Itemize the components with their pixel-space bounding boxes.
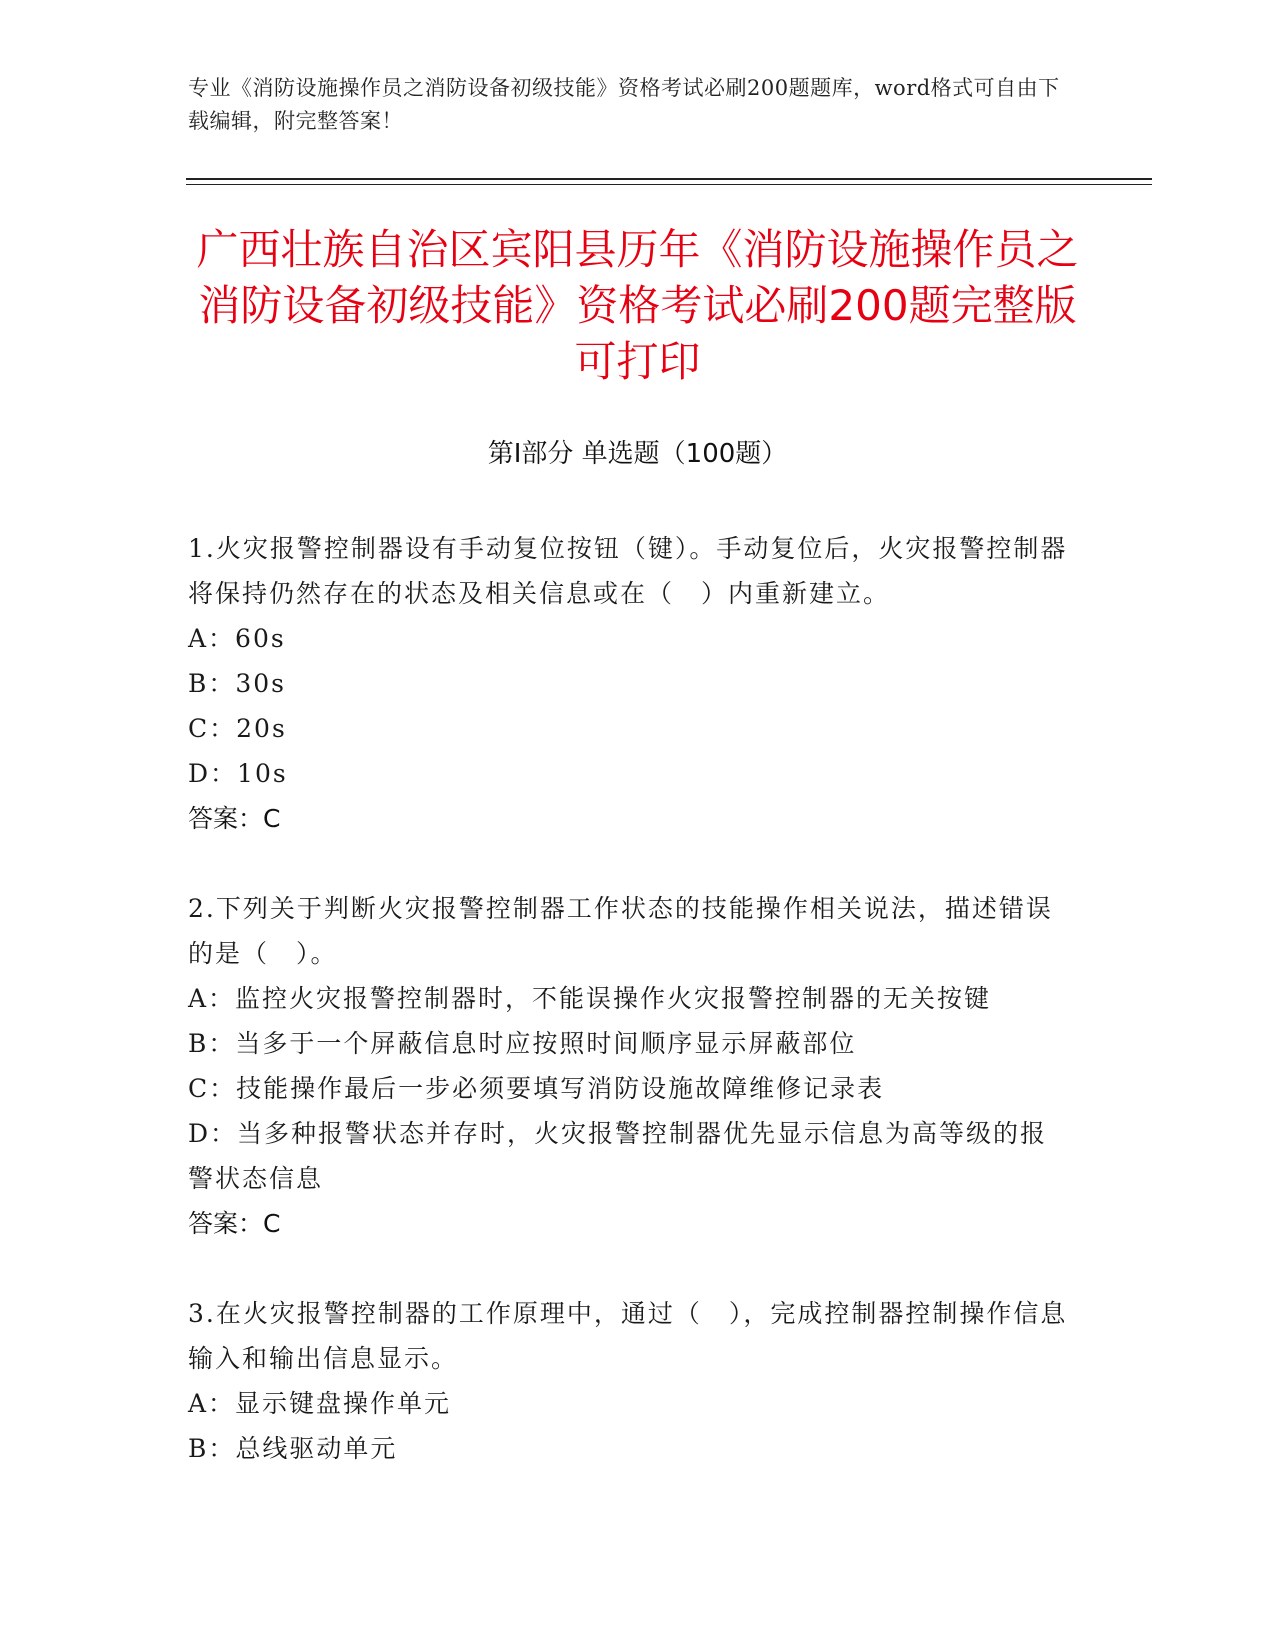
question-stem: 2.下列关于判断火灾报警控制器工作状态的技能操作相关说法，描述错误的是（ ）。	[188, 894, 1053, 968]
option-b: B：总线驱动单元	[188, 1434, 398, 1463]
question-2	[188, 886, 1068, 1246]
header-note: 专业《消防设施操作员之消防设备初级技能》资格考试必刷200题题库，word格式可自由下载编辑，附完整答案！	[188, 76, 1060, 133]
question-stem: 3.在火灾报警控制器的工作原理中，通过（ ），完成控制器控制操作信息输入和输出信息显示。	[188, 1299, 1068, 1373]
question-list	[188, 526, 1068, 1516]
header-rule-thick	[186, 178, 1152, 180]
option-a: A：60s	[188, 624, 286, 653]
option-c: C：20s	[188, 714, 287, 743]
option-c: C：技能操作最后一步必须要填写消防设施故障维修记录表	[188, 1074, 885, 1103]
header-rule-thin	[186, 184, 1152, 185]
option-a: A：监控火灾报警控制器时，不能误操作火灾报警控制器的无关按键	[188, 984, 992, 1013]
question-3	[188, 1291, 1068, 1471]
option-b: B：当多于一个屏蔽信息时应按照时间顺序显示屏蔽部位	[188, 1029, 857, 1058]
answer: 答案：C	[188, 804, 281, 833]
option-d: D：当多种报警状态并存时，火灾报警控制器优先显示信息为高等级的报警状态信息	[188, 1119, 1048, 1193]
option-a: A：显示键盘操作单元	[188, 1389, 452, 1418]
section-heading: 第Ⅰ部分 单选题（100题）	[487, 439, 788, 469]
question-stem: 1.火灾报警控制器设有手动复位按钮（键）。手动复位后，火灾报警控制器将保持仍然存在的状态及相关信息或在（ ）内重新建立。	[188, 534, 1068, 608]
option-b: B：30s	[188, 669, 287, 698]
option-d: D：10s	[188, 759, 288, 788]
document-title: 广西壮族自治区宾阳县历年《消防设施操作员之消防设备初级技能》资格考试必刷200题完整版可打印	[196, 225, 1079, 386]
answer: 答案：C	[188, 1209, 281, 1238]
question-1	[188, 526, 1068, 841]
